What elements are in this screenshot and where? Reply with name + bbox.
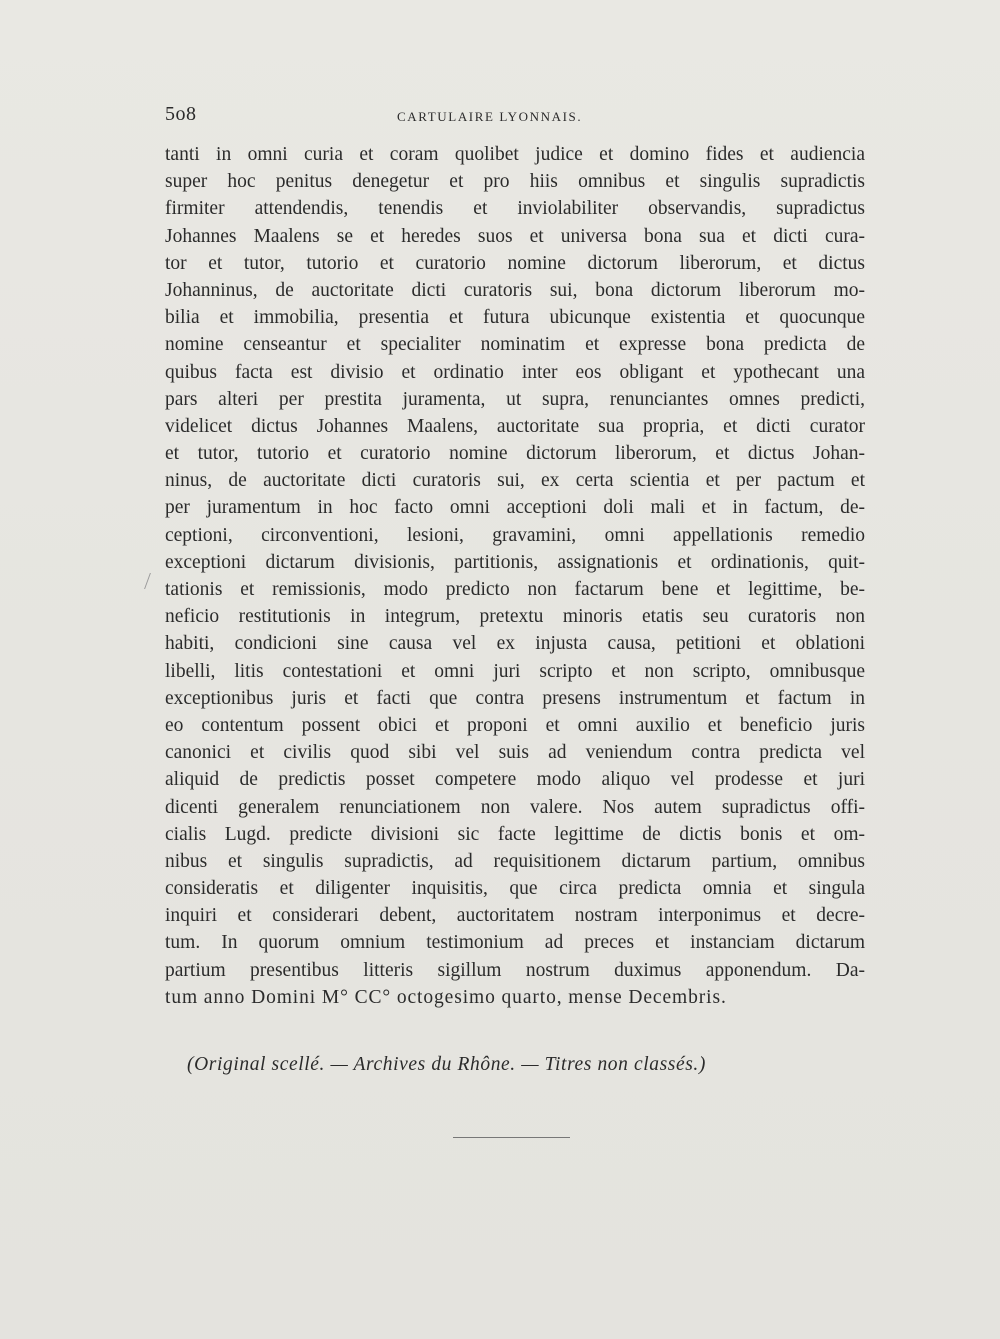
text-line: nomine censeantur et specialiter nominatim et expresse bona predicta de bbox=[165, 334, 865, 356]
text-line: et tutor, tutorio et curatorio nomine dictorum liberorum, et dictus Johan- bbox=[165, 443, 865, 465]
text-line: tum. In quorum omnium testimonium ad preces et instanciam dictarum bbox=[165, 932, 865, 954]
text-line: canonici et civilis quod sibi vel suis ad veniendum contra predicta vel bbox=[165, 742, 865, 764]
text-line: habiti, condicioni sine causa vel ex injusta causa, petitioni et oblationi bbox=[165, 633, 865, 655]
text-line: dicenti generalem renunciationem non valere. Nos autem supradictus offi- bbox=[165, 796, 865, 818]
text-line: neficio restitutionis in integrum, pretextu minoris etatis seu curatoris non bbox=[165, 606, 865, 628]
text-line: bilia et immobilia, presentia et futura ubicunque existentia et quocunque bbox=[165, 307, 865, 329]
text-line: nibus et singulis supradictis, ad requisitionem dictarum partium, omnibus bbox=[165, 850, 865, 872]
text-line: exceptionibus juris et facti que contra presens instrumentum et factum in bbox=[165, 687, 865, 709]
text-line: firmiter attendendis, tenendis et inviolabiliter observandis, supradictus bbox=[165, 198, 865, 220]
text-line: libelli, litis contestationi et omni juri scripto et non scripto, omnibusque bbox=[165, 660, 865, 682]
margin-mark bbox=[144, 573, 157, 589]
text-line: Johanninus, de auctoritate dicti curatoris sui, bona dictorum liberorum mo- bbox=[165, 279, 865, 301]
page-header bbox=[165, 103, 865, 133]
running-head: CARTULAIRE LYONNAIS. bbox=[397, 109, 583, 124]
text-line: consideratis et diligenter inquisitis, que circa predicta omnia et singula bbox=[165, 878, 865, 900]
text-line: ninus, de auctoritate dicti curatoris sui, ex certa scientia et per pactum et bbox=[165, 470, 865, 492]
text-line: exceptioni dictarum divisionis, partitionis, assignationis et ordinationis, quit- bbox=[165, 551, 865, 573]
end-rule bbox=[453, 1137, 570, 1138]
text-line: tanti in omni curia et coram quolibet judice et domino fides et audiencia bbox=[165, 144, 865, 165]
text-line: per juramentum in hoc facto omni acceptioni doli mali et in factum, de- bbox=[165, 497, 865, 519]
text-line: inquiri et considerari debent, auctoritatem nostram interponimus et decre- bbox=[165, 905, 865, 927]
text-line: tor et tutor, tutorio et curatorio nomine dictorum liberorum, et dictus bbox=[165, 252, 865, 274]
text-line: videlicet dictus Johannes Maalens, auctoritate sua propria, et dicti curator bbox=[165, 415, 865, 437]
text-line: super hoc penitus denegetur et pro hiis omnibus et singulis supradictis bbox=[165, 171, 865, 193]
body-text bbox=[165, 141, 865, 1011]
text-line: Johannes Maalens se et heredes suos et universa bona sua et dicti cura- bbox=[165, 225, 865, 247]
text-line: partium presentibus litteris sigillum nostrum duximus apponendum. Da- bbox=[165, 959, 865, 981]
text-line: pars alteri per prestita juramenta, ut supra, renunciantes omnes predicti, bbox=[165, 388, 865, 410]
text-line: eo contentum possent obici et proponi et omni auxilio et beneficio juris bbox=[165, 714, 865, 736]
text-line: aliquid de predictis posset competere modo aliquo vel prodesse et juri bbox=[165, 769, 865, 791]
page-number: 5o8 bbox=[165, 103, 197, 125]
text-line: ceptioni, circonventioni, lesioni, gravamini, omni appellationis remedio bbox=[165, 524, 865, 546]
text-line-last: tum anno Domini M° CC° octogesimo quarto, mense Decembris. bbox=[165, 986, 727, 1008]
text-line: quibus facta est divisio et ordinatio inter eos obligant et ypothecant una bbox=[165, 361, 865, 383]
source-note: (Original scellé. — Archives du Rhône. — Titres non classés.) bbox=[187, 1054, 706, 1075]
text-line: tationis et remissionis, modo predicto non factarum bene et legittime, be- bbox=[165, 579, 865, 600]
text-line: cialis Lugd. predicte divisioni sic facte legittime de dictis bonis et om- bbox=[165, 823, 865, 845]
